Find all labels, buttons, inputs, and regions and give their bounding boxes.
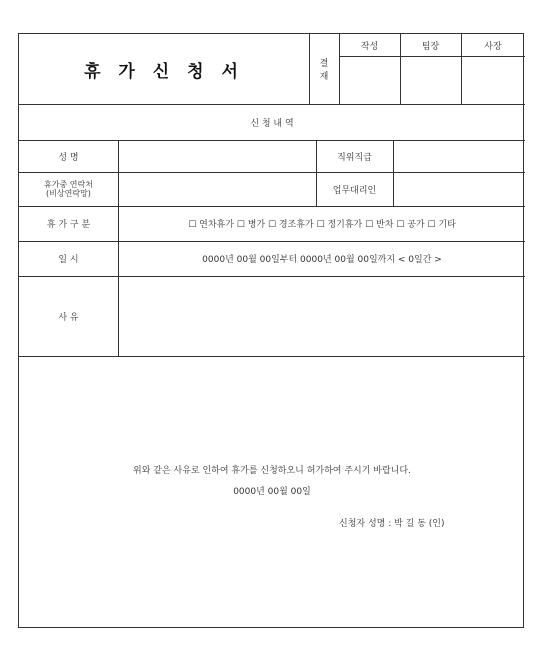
leave-type-options[interactable]: ☐ 연차휴가 ☐ 병가 ☐ 경조휴가 ☐ 정기휴가 ☐ 반차 ☐ 공가 ☐ 기타 [188,220,456,230]
approval-sign-ceo[interactable] [462,57,525,104]
position-label: 직위직급 [337,152,372,163]
contact-label [19,172,118,206]
approval-sign-team-lead[interactable] [401,57,461,104]
approval-role-writer: 작성 [360,41,379,52]
approval-label-line2: 재 [319,72,329,82]
date-range[interactable]: 0000년 00월 00일부터 0000년 00월 00일까지 < 0일간 > [202,255,442,265]
substitute-label: 업무대리인 [332,185,377,196]
contact-label-line1: 휴가중 연락처 [44,180,93,189]
date-label: 일 시 [58,255,79,265]
approval-label-line1: 결 [319,59,329,69]
approval-label [309,34,339,104]
name-field[interactable] [119,141,316,172]
statement-date: 0000년 00월 00일 [233,486,311,497]
section-header: 신 청 내 역 [250,118,294,129]
statement-text: 위와 같은 사유로 인하여 휴가를 신청하오니 허가하여 주시기 바랍니다. [133,465,411,476]
leave-type-label: 휴 가 구 분 [46,220,91,230]
approval-role-ceo: 사장 [484,41,502,52]
row-line-7 [19,356,525,357]
reason-field[interactable] [119,277,525,356]
contact-field[interactable] [119,173,316,206]
name-label: 성 명 [58,152,79,163]
applicant-signature: 신청자 성명 : 박 길 동 (인) [339,519,445,529]
contact-label-line2: (비상연락망) [46,189,91,198]
substitute-field[interactable] [394,173,525,206]
document-title: 휴 가 신 청 서 [84,61,244,82]
reason-label: 사 유 [58,312,79,323]
leave-application-form [18,33,524,628]
approval-role-team-lead: 팀장 [421,41,440,52]
approval-sign-writer[interactable] [340,57,400,104]
position-field[interactable] [394,141,525,172]
